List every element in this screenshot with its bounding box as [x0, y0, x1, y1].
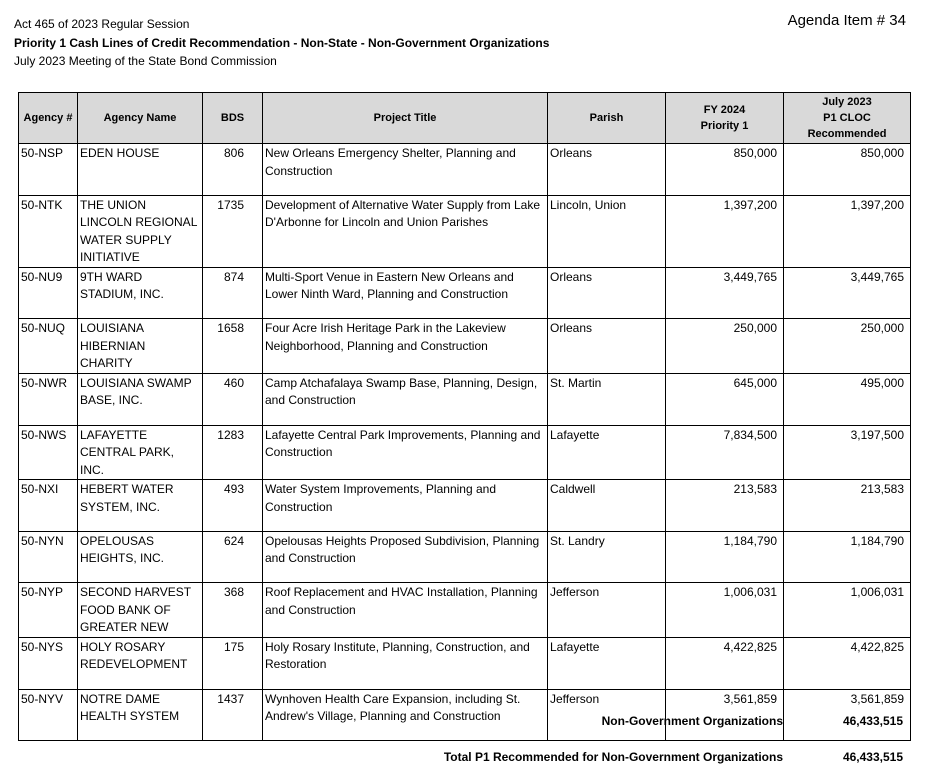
session-title: Act 465 of 2023 Regular Session: [14, 17, 190, 31]
cell-parish: Jefferson: [548, 583, 666, 638]
cell-parish: St. Landry: [548, 531, 666, 583]
cell-p1-recommended: 1,397,200: [784, 195, 911, 267]
cell-project-title: Holy Rosary Institute, Planning, Construction, and Restoration: [263, 637, 548, 689]
table-row: [19, 319, 911, 374]
col-header-bds: BDS: [203, 93, 263, 144]
cell-project-title: Opelousas Heights Proposed Subdivision, Planning and Construction: [263, 531, 548, 583]
table-row: [19, 144, 911, 196]
cell-bds: 368: [203, 583, 263, 638]
cell-p1-recommended: 4,422,825: [784, 637, 911, 689]
cell-agency-number: 50-NU9: [19, 267, 78, 319]
col-header-rec-line2: P1 CLOC: [823, 112, 871, 124]
cell-project-title: Camp Atchafalaya Swamp Base, Planning, Design, and Construction: [263, 373, 548, 425]
meeting-subtitle: July 2023 Meeting of the State Bond Commission: [14, 54, 277, 68]
col-header-fy2024-line1: FY 2024: [703, 104, 746, 116]
table-row: [19, 531, 911, 583]
cell-p1-recommended: 3,449,765: [784, 267, 911, 319]
cell-fy2024-priority1: 1,184,790: [666, 531, 784, 583]
cell-p1-recommended: 213,583: [784, 480, 911, 532]
cell-agency-name: OPELOUSAS HEIGHTS, INC.: [78, 531, 203, 583]
cell-parish: Orleans: [548, 319, 666, 374]
cell-bds: 1658: [203, 319, 263, 374]
cell-agency-number: 50-NTK: [19, 195, 78, 267]
cell-project-title: Water System Improvements, Planning and Construction: [263, 480, 548, 532]
col-header-recommended: [784, 93, 911, 144]
cell-parish: Lafayette: [548, 637, 666, 689]
cell-parish: Lincoln, Union: [548, 195, 666, 267]
cell-bds: 1283: [203, 425, 263, 480]
cell-bds: 460: [203, 373, 263, 425]
recommendation-table: [18, 92, 911, 741]
cell-fy2024-priority1: 213,583: [666, 480, 784, 532]
cell-agency-name: LAFAYETTE CENTRAL PARK, INC.: [78, 425, 203, 480]
cell-fy2024-priority1: 850,000: [666, 144, 784, 196]
cell-fy2024-priority1: 3,561,859: [666, 689, 784, 741]
cell-bds: 1437: [203, 689, 263, 741]
cell-bds: 624: [203, 531, 263, 583]
cell-p1-recommended: 850,000: [784, 144, 911, 196]
subtotal-value: 46,433,515: [842, 714, 903, 728]
table-row: [19, 267, 911, 319]
cell-parish: Caldwell: [548, 480, 666, 532]
cell-project-title: New Orleans Emergency Shelter, Planning and Construction: [263, 144, 548, 196]
cell-fy2024-priority1: 7,834,500: [666, 425, 784, 480]
table-header-row: [19, 93, 911, 144]
cell-project-title: Development of Alternative Water Supply from Lake D'Arbonne for Lincoln and Union Parishes: [263, 195, 548, 267]
cell-agency-number: 50-NWS: [19, 425, 78, 480]
cell-p1-recommended: 1,006,031: [784, 583, 911, 638]
cell-parish: Lafayette: [548, 425, 666, 480]
cell-agency-number: 50-NYS: [19, 637, 78, 689]
subtotal-label: Non-Government Organizations: [601, 714, 783, 728]
cell-project-title: Wynhoven Health Care Expansion, including St. Andrew's Village, Planning and Construction: [263, 689, 548, 741]
total-label: Total P1 Recommended for Non-Government Organizations: [443, 750, 783, 764]
cell-fy2024-priority1: 250,000: [666, 319, 784, 374]
cell-agency-name: SECOND HARVEST FOOD BANK OF GREATER NEW: [78, 583, 203, 638]
cell-agency-name: NOTRE DAME HEALTH SYSTEM: [78, 689, 203, 741]
cell-agency-name: LOUISIANA HIBERNIAN CHARITY: [78, 319, 203, 374]
col-header-project: Project Title: [263, 93, 548, 144]
total-value: 46,433,515: [842, 750, 903, 764]
cell-agency-number: 50-NSP: [19, 144, 78, 196]
cell-parish: St. Martin: [548, 373, 666, 425]
cell-p1-recommended: 250,000: [784, 319, 911, 374]
table-body: [19, 144, 911, 741]
cell-parish: Jefferson: [548, 689, 666, 741]
cell-agency-number: 50-NWR: [19, 373, 78, 425]
cell-fy2024-priority1: 1,006,031: [666, 583, 784, 638]
cell-agency-number: 50-NUQ: [19, 319, 78, 374]
cell-agency-name: HOLY ROSARY REDEVELOPMENT: [78, 637, 203, 689]
col-header-name: Agency Name: [78, 93, 203, 144]
col-header-agency: Agency #: [19, 93, 78, 144]
cell-agency-name: EDEN HOUSE: [78, 144, 203, 196]
cell-agency-name: THE UNION LINCOLN REGIONAL WATER SUPPLY INITIATIVE: [78, 195, 203, 267]
col-header-parish: Parish: [548, 93, 666, 144]
cell-agency-name: LOUISIANA SWAMP BASE, INC.: [78, 373, 203, 425]
table-row: [19, 480, 911, 532]
cell-p1-recommended: 3,197,500: [784, 425, 911, 480]
cell-bds: 874: [203, 267, 263, 319]
table-row: [19, 195, 911, 267]
table-row: [19, 425, 911, 480]
cell-agency-number: 50-NXI: [19, 480, 78, 532]
cell-project-title: Lafayette Central Park Improvements, Planning and Construction: [263, 425, 548, 480]
cell-fy2024-priority1: 3,449,765: [666, 267, 784, 319]
cell-agency-name: 9TH WARD STADIUM, INC.: [78, 267, 203, 319]
cell-p1-recommended: 1,184,790: [784, 531, 911, 583]
col-header-rec-line1: July 2023: [822, 96, 872, 108]
col-header-rec-line3: Recommended: [807, 128, 887, 140]
table-row: [19, 637, 911, 689]
cell-project-title: Four Acre Irish Heritage Park in the Lakeview Neighborhood, Planning and Construction: [263, 319, 548, 374]
cell-agency-number: 50-NYN: [19, 531, 78, 583]
cell-agency-name: HEBERT WATER SYSTEM, INC.: [78, 480, 203, 532]
cell-bds: 493: [203, 480, 263, 532]
agenda-item-number: Agenda Item # 34: [787, 12, 906, 29]
cell-parish: Orleans: [548, 267, 666, 319]
cell-bds: 1735: [203, 195, 263, 267]
table-row: [19, 583, 911, 638]
cell-fy2024-priority1: 4,422,825: [666, 637, 784, 689]
cell-project-title: Multi-Sport Venue in Eastern New Orleans and Lower Ninth Ward, Planning and Construction: [263, 267, 548, 319]
cell-p1-recommended: 3,561,859: [784, 689, 911, 741]
cell-agency-number: 50-NYV: [19, 689, 78, 741]
col-header-fy2024: [666, 93, 784, 144]
cell-project-title: Roof Replacement and HVAC Installation, Planning and Construction: [263, 583, 548, 638]
cell-bds: 806: [203, 144, 263, 196]
report-title: Priority 1 Cash Lines of Credit Recommendation - Non-State - Non-Government Organizations: [14, 36, 550, 50]
table-row: [19, 373, 911, 425]
col-header-fy2024-line2: Priority 1: [700, 120, 749, 132]
cell-fy2024-priority1: 1,397,200: [666, 195, 784, 267]
cell-bds: 175: [203, 637, 263, 689]
cell-p1-recommended: 495,000: [784, 373, 911, 425]
cell-agency-number: 50-NYP: [19, 583, 78, 638]
cell-parish: Orleans: [548, 144, 666, 196]
cell-fy2024-priority1: 645,000: [666, 373, 784, 425]
